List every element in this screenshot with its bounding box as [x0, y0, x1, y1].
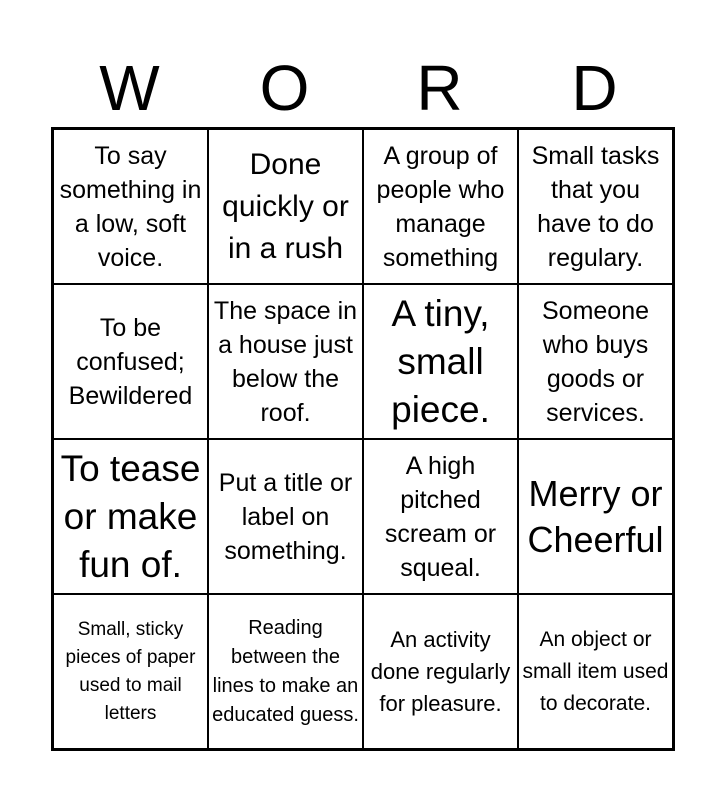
bingo-board	[51, 127, 675, 751]
bingo-cell[interactable]	[208, 439, 363, 594]
cell-text: The space in a house just below the roof.	[213, 296, 358, 427]
bingo-cell[interactable]	[53, 594, 208, 749]
bingo-cell[interactable]	[53, 439, 208, 594]
bingo-cell[interactable]	[363, 439, 518, 594]
header-letter-w: W	[99, 52, 160, 124]
bingo-cell[interactable]	[53, 129, 208, 284]
header-letter-o: O	[259, 52, 310, 124]
bingo-cell[interactable]	[208, 594, 363, 749]
header-letter-d: D	[571, 52, 618, 124]
cell-text: Done quickly or in a rush	[222, 147, 349, 265]
cell-text: To be confused; Bewildered	[68, 313, 193, 410]
bingo-cell[interactable]	[518, 284, 673, 439]
bingo-cell[interactable]	[208, 284, 363, 439]
cell-text: A group of people who manage something	[376, 141, 505, 272]
cell-text: An object or small item used to decorate.	[522, 627, 669, 715]
bingo-header	[52, 48, 672, 128]
cell-text: Merry or Cheerful	[527, 472, 664, 560]
cell-text: A tiny, small piece.	[391, 292, 490, 430]
bingo-cell[interactable]	[518, 439, 673, 594]
cell-text: Someone who buys goods or services.	[541, 296, 650, 427]
cell-text: To tease or make fun of.	[60, 447, 201, 585]
bingo-cell[interactable]	[363, 594, 518, 749]
cell-text: Small, sticky pieces of paper used to mail letters	[65, 618, 196, 724]
cell-text: To say something in a low, soft voice.	[59, 141, 202, 272]
bingo-cell[interactable]	[208, 129, 363, 284]
cell-text: An activity done regularly for pleasure.	[370, 626, 511, 716]
cell-text: Reading between the lines to make an educated guess.	[212, 616, 359, 726]
bingo-cell[interactable]	[363, 284, 518, 439]
bingo-cell[interactable]	[363, 129, 518, 284]
header-letter-r: R	[416, 52, 463, 124]
cell-text: A high pitched scream or squeal.	[384, 451, 497, 582]
cell-text: Put a title or label on something.	[218, 468, 353, 565]
bingo-cell[interactable]	[518, 129, 673, 284]
cell-text: Small tasks that you have to do regulary.	[531, 141, 660, 272]
bingo-cell[interactable]	[53, 284, 208, 439]
bingo-cell[interactable]	[518, 594, 673, 749]
